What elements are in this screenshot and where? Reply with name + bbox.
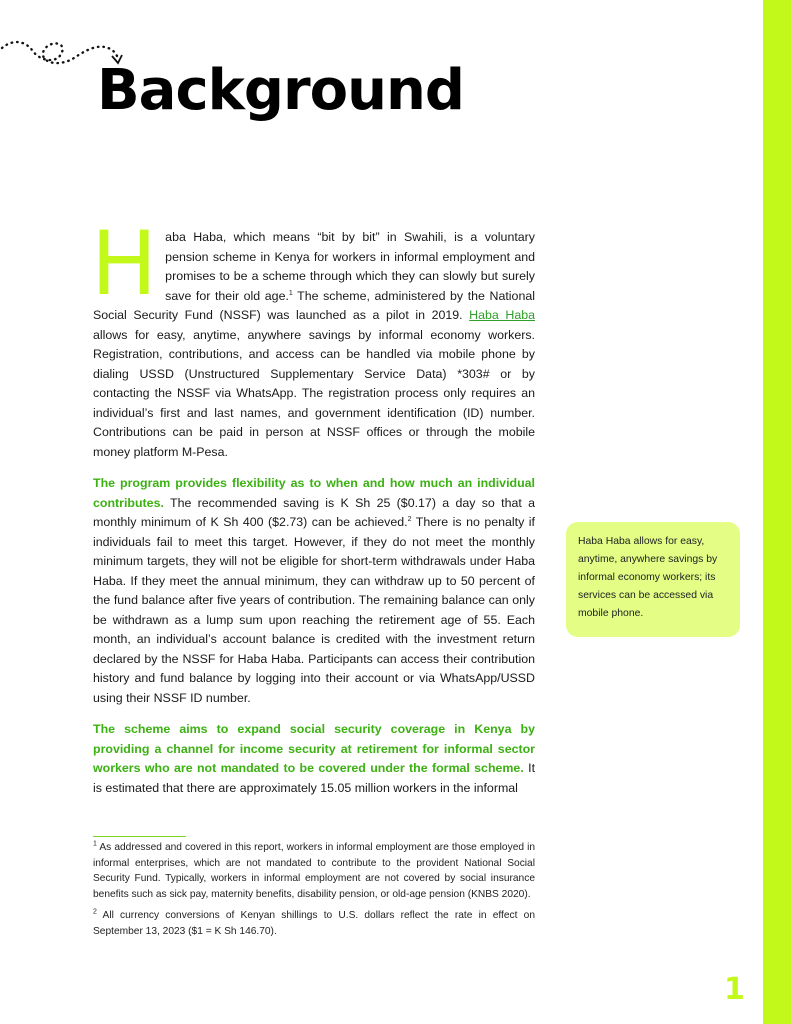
flexibility-text-a: The recommended saving is K Sh 25 ($0.17) a day so that a monthly minimum of K Sh 400 ($2.73) can be achieved. bbox=[93, 495, 535, 529]
intro-text-b: The scheme, administered by the National Social Security Fund (NSSF) was launched as a pilot in 2019. bbox=[93, 288, 535, 322]
callout-box bbox=[566, 522, 740, 637]
footnote-ref-2[interactable]: 2 bbox=[407, 515, 412, 523]
footnote-num-1: 1 bbox=[93, 840, 97, 848]
paragraph-coverage bbox=[93, 720, 535, 798]
paragraph-flexibility bbox=[93, 474, 535, 708]
page-title: Background bbox=[97, 58, 464, 123]
coverage-text: It is estimated that there are approximately 15.05 million workers in the informal bbox=[93, 761, 536, 795]
intro-text-a: aba Haba, which means “bit by bit” in Swahili, is a voluntary pension scheme in Kenya for workers in informal employment and promises to be a scheme through which they can slowly but surely save for their old age. bbox=[165, 230, 535, 303]
callout-text: Haba Haba allows for easy, anytime, anywhere savings by informal economy workers; its services can be accessed via mobile phone. bbox=[578, 536, 718, 619]
drop-cap: H bbox=[91, 212, 158, 315]
flexibility-lead: The program provides flexibility as to when and how much an individual contributes. bbox=[93, 476, 535, 510]
page-number: 1 bbox=[724, 972, 745, 1007]
footnote-text-1: As addressed and covered in this report, workers in informal employment are those employed in informal enterprises, which are not mandated to contribute to the provident National Social Security Fund. Typically, workers in informal employment are not covered by social insurance benefits such as sick pay, maternity benefits, disability pension, or old-age pension (KNBS 2020). bbox=[93, 842, 535, 900]
footnote-ref-1[interactable]: 1 bbox=[288, 289, 293, 297]
side-accent-bar bbox=[763, 0, 791, 1024]
main-body bbox=[91, 212, 536, 810]
footnote-2 bbox=[93, 908, 535, 939]
coverage-lead: The scheme aims to expand social security coverage in Kenya by providing a channel for income security at retirement for informal sector workers who are not mandated to be covered under the formal scheme. bbox=[93, 722, 535, 775]
footnote-text-2: All currency conversions of Kenyan shillings to U.S. dollars reflect the rate in effect on September 13, 2023 ($1 = K Sh 146.70). bbox=[93, 910, 535, 937]
intro-text-c: allows for easy, anytime, anywhere savings by informal economy workers. Registration, contributions, and access can be handled via mobile phone by dialing USSD (Unstructured Supplementary Service Data) *303# or by contacting the NSSF via WhatsApp. The registration process only requires an individual’s first and last names, and government identification (ID) number. Contributions can be paid in person at NSSF offices or through the mobile money platform M-Pesa. bbox=[93, 327, 535, 459]
footnote-1 bbox=[93, 840, 535, 902]
footnote-divider bbox=[93, 836, 186, 837]
footnotes bbox=[93, 840, 535, 945]
haba-haba-link[interactable]: Haba Haba bbox=[469, 308, 535, 322]
footnote-num-2: 2 bbox=[93, 908, 97, 916]
paragraph-intro bbox=[91, 212, 535, 462]
flexibility-text-b: There is no penalty if individuals fail to meet this target. However, if they do not meet the monthly minimum targets, they will not be eligible for short-term withdrawals under Haba Haba. If they meet the annual minimum, they can withdraw up to 50 percent of the fund balance after five years of contribution. The remaining balance can only be withdrawn as a lump sum upon reaching the retirement age of 55. Each month, an individual’s account balance is credited with the investment return declared by the NSSF for Haba Haba. Participants can access their contribution history and fund balance by logging into their account or via WhatsApp/USSD using their NSSF ID number. bbox=[93, 515, 535, 705]
